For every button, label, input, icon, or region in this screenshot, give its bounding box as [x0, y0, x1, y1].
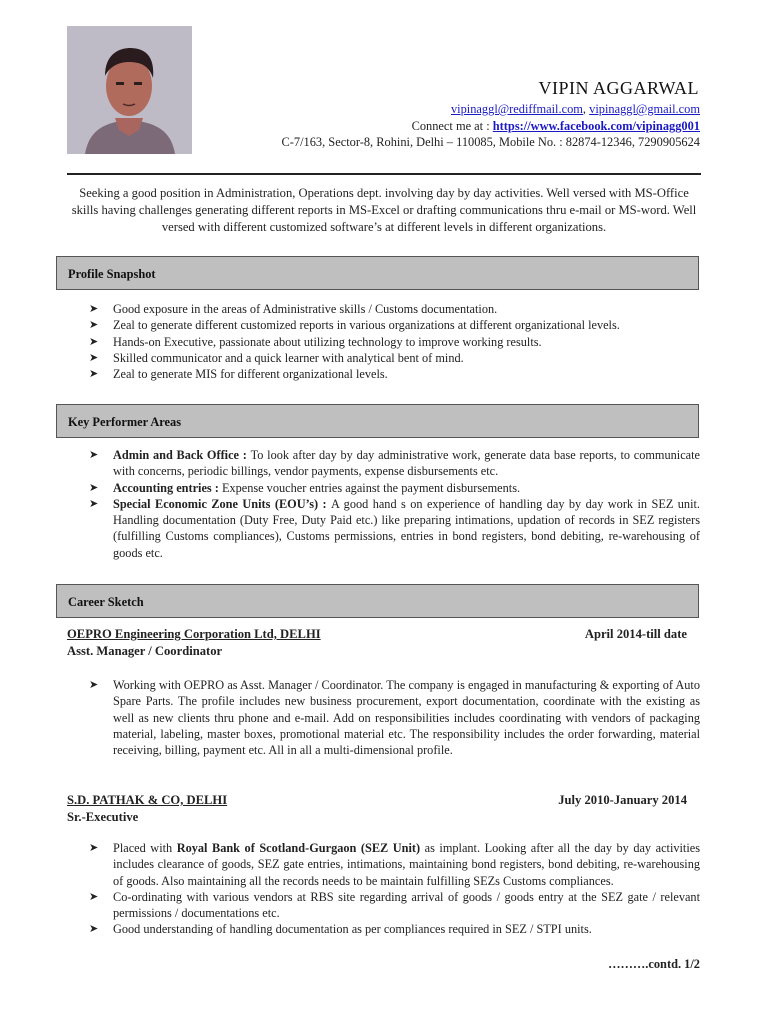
candidate-name: VIPIN AGGARWAL — [538, 78, 699, 98]
social-line — [412, 118, 700, 135]
section-key-performer-areas: Key Performer Areas — [56, 404, 699, 438]
job-sd-pathak-duties — [88, 840, 700, 938]
job-oepro-duties — [88, 677, 700, 758]
arrow-bullet-icon: ➤ — [89, 449, 99, 461]
employer-name: OEPRO Engineering Corporation Ltd, DELHI — [67, 627, 321, 641]
email-link-rediff[interactable]: vipinaggl@rediffmail.com — [450, 102, 583, 116]
list-item: ➤ Admin and Back Office : To look after day by day administrative work, generate data base reports, to communicate with concerns, periodic billings, vendor payments, expense disbursements etc. — [89, 448, 700, 479]
list-item: ➤ Zeal to generate different customized reports in various organizations at different organizational levels. — [89, 318, 620, 333]
arrow-bullet-icon: ➤ — [89, 842, 99, 854]
section-career-sketch: Career Sketch — [56, 584, 699, 618]
arrow-bullet-icon: ➤ — [89, 679, 99, 691]
header-divider — [67, 173, 701, 175]
job-dates: April 2014-till date — [584, 627, 687, 641]
arrow-bullet-icon: ➤ — [89, 890, 99, 903]
arrow-bullet-icon: ➤ — [89, 497, 99, 510]
arrow-bullet-icon: ➤ — [89, 319, 99, 332]
email-link-gmail[interactable]: vipinaggl@gmail.com — [589, 102, 700, 116]
list-item: ➤ Good understanding of handling documentation as per compliances required in SEZ / STPI units. — [89, 922, 592, 937]
connect-label: Connect me at : — [411, 119, 493, 133]
arrow-bullet-icon: ➤ — [89, 303, 99, 315]
list-item: ➤ Working with OEPRO as Asst. Manager / Coordinator. The company is engaged in manufacturing & exporting of Auto Spare Parts. The profile includes new business procurement, export documentation, coordinate with the existing as well as new clients thru phone and e-mail. Add on responsibilities includes coordinating with vendors of packaging material, labeling, master boxes, promotional material etc. The responsibility includes the order forwarding, material receiving, billing, payment etc. All in all a multi-dimensional profile. — [89, 678, 700, 758]
list-item: ➤ Special Economic Zone Units (EOU’s) : A good hand s on experience of handling day by day work in SEZ unit. Handling documentation (Duty Free, Duty Paid etc.) like preparing intimations, updation of records in SEZ registers (fulfilling Customs compliances), Customs permissions, entries in bond registers, bond debiting, re-warehousing of goods etc. — [89, 496, 700, 560]
list-item: ➤ Co-ordinating with various vendors at RBS site regarding arrival of goods / goods entry at the SEZ gate / relevant permissions / documentations etc. — [89, 889, 700, 921]
job-header-sd-pathak — [67, 792, 687, 826]
list-item: ➤ Zeal to generate MIS for different organizational levels. — [89, 367, 388, 382]
list-item: ➤ Placed with Royal Bank of Scotland-Gurgaon (SEZ Unit) as implant. Looking after all the day by day activities includes clearance of goods, SEZ gate entries, intimations, maintaining bond registers, bond debiting, re-warehousing of goods. Also maintaining all the records needs to be maintain fulfilling SEZs Customs compliances. — [89, 841, 701, 888]
job-role: Asst. Manager / Coordinator — [67, 644, 223, 658]
section-profile-snapshot: Profile Snapshot — [56, 256, 699, 290]
key-areas-list — [88, 447, 700, 561]
arrow-bullet-icon: ➤ — [89, 351, 99, 364]
job-role: Sr.-Executive — [67, 810, 139, 824]
list-item: ➤ Good exposure in the areas of Administrative skills / Customs documentation. — [89, 302, 498, 316]
arrow-bullet-icon: ➤ — [89, 368, 99, 381]
list-item: ➤ Hands-on Executive, passionate about utilizing technology to improve working results. — [89, 334, 542, 349]
list-item: ➤ Accounting entries : Expense voucher entries against the payment disbursements. — [89, 480, 521, 495]
arrow-bullet-icon: ➤ — [89, 481, 99, 494]
career-objective: Seeking a good position in Administration, Operations dept. involving day by day activities. Well versed with MS-Office skills having challenges generating different reports in MS-Excel or drafting communications thru e-mail or MS-word. Well versed with different customized software’s at different levels in different organizations. — [71, 186, 697, 234]
arrow-bullet-icon: ➤ — [89, 923, 99, 936]
list-item: ➤ Skilled communicator and a quick learner with analytical bent of mind. — [89, 350, 464, 365]
employer-name: S.D. PATHAK & CO, DELHI — [67, 793, 228, 807]
email-line — [451, 101, 700, 118]
address-line: C-7/163, Sector-8, Rohini, Delhi – 110085, Mobile No. : 82874-12346, 7290905624 — [281, 135, 700, 149]
facebook-link[interactable]: https://www.facebook.com/vipinagg001 — [492, 119, 700, 133]
profile-list — [88, 301, 700, 382]
job-header-oepro — [67, 626, 687, 660]
profile-photo — [67, 26, 192, 154]
email-separator: , — [582, 102, 590, 116]
job-dates: July 2010-January 2014 — [558, 793, 687, 807]
page-continued-note: ……….contd. 1/2 — [608, 957, 700, 971]
arrow-bullet-icon: ➤ — [89, 335, 99, 348]
